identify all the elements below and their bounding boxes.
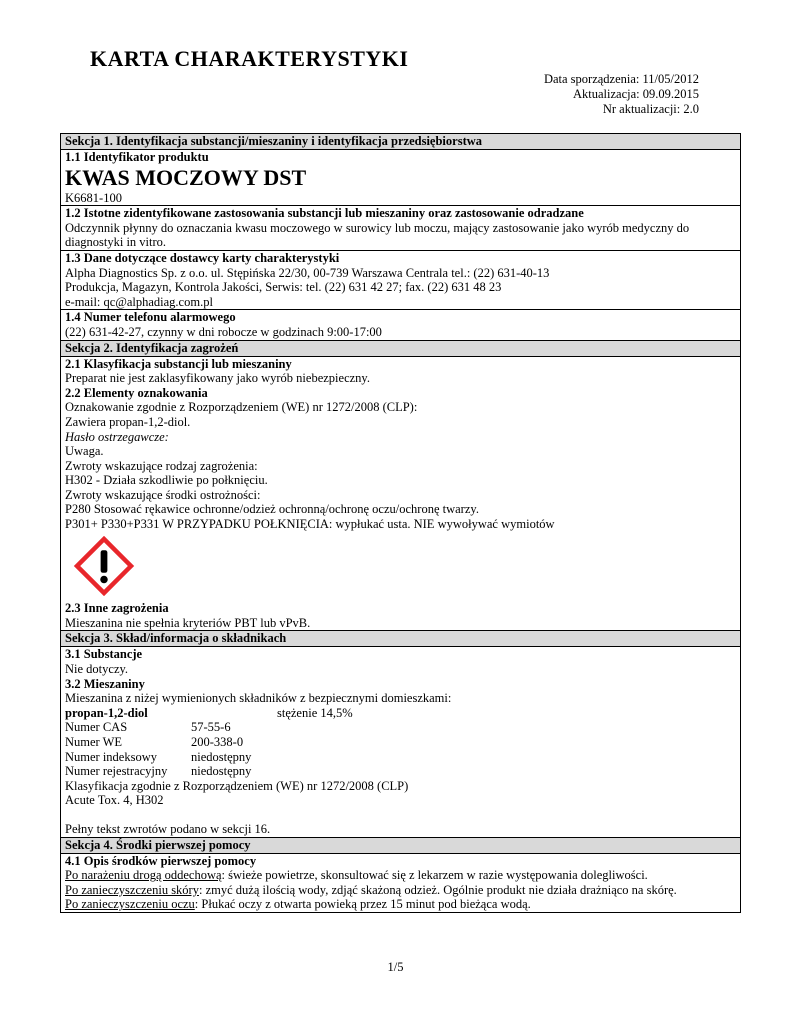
property-key: Numer WE [65,735,123,749]
first-aid-skin-text: : zmyć dużą ilością wody, zdjąć skażoną odzież. Ogólnie produkt nie działa drażniąco na skórę. [198,882,677,897]
section-4-header: Sekcja 4. Środki pierwszej pomocy [61,838,740,854]
first-aid-skin-label: Po zanieczyszczeniu skóry [65,882,199,897]
product-name: KWAS MOCZOWY DST [65,164,307,190]
product-code: K6681-100 [65,190,122,205]
subsection-1-1 [61,150,740,206]
precaution-p301: P301+ P330+P331 W PRZYPADKU POŁKNIĘCIA: wypłukać usta. NIE wywoływać wymiotów [65,517,555,532]
first-aid-skin [65,883,736,898]
supplier-production: Produkcja, Magazyn, Kontrola Jakości, Serwis: tel. (22) 631 42 27; fax. (22) 631 48 23 [65,280,502,295]
section-1-header: Sekcja 1. Identyfikacja substancji/mieszaniny i identyfikacja przedsiębiorstwa [61,134,740,150]
subsection-3-1-title: 3.1 Substancje [65,647,143,662]
property-value: niedostępny [191,764,252,779]
subsection-1-1-title: 1.1 Identyfikator produktu [65,150,209,164]
section-4-body [61,854,740,912]
component-property-row [65,764,736,779]
subsection-1-2-text: Odczynnik płynny do oznaczania kwasu moczowego w surowicy lub moczu, mający zastosowanie jako wyrób medyczny do diagnostyki in vitro. [65,220,690,250]
subsection-1-2-title: 1.2 Istotne zidentyfikowane zastosowania substancji lub mieszaniny oraz zastosowanie odradzane [65,206,584,221]
section-2-body [61,357,740,632]
first-aid-inhalation [65,868,736,883]
subsection-2-3-text: Mieszanina nie spełnia kryteriów PBT lub vPvB. [65,615,311,630]
component-property-row [65,720,736,735]
precaution-statements-label: Zwroty wskazujące środki ostrożności: [65,487,261,502]
component-name: propan-1,2-diol [65,705,148,720]
prepared-date: Data sporządzenia: 11/05/2012 [543,72,699,86]
subsection-3-2-text: Mieszanina z niżej wymienionych składników z bezpiecznymi domieszkami: [65,691,452,706]
label-line-2: Zawiera propan-1,2-diol. [65,414,191,429]
subsection-2-1-title: 2.1 Klasyfikacja substancji lub mieszaniny [65,356,292,371]
precaution-p280: P280 Stosować rękawice ochronne/odzież ochronną/ochronę oczu/ochronę twarzy. [65,502,479,517]
revision-number: Nr aktualizacji: 2.0 [602,102,699,116]
classification-value: Acute Tox. 4, H302 [65,793,164,808]
subsection-1-3 [61,251,740,310]
subsection-2-3-title: 2.3 Inne zagrożenia [65,601,169,616]
subsection-1-4 [61,310,740,340]
document-title: KARTA CHARAKTERYSTYKI [90,46,409,71]
section-2-header: Sekcja 2. Identyfikacja zagrożeń [61,341,740,357]
subsection-2-2-title: 2.2 Elementy oznakowania [65,385,208,400]
subsection-1-2 [61,206,740,251]
signal-word-label: Hasło ostrzegawcze: [65,429,169,444]
subsection-1-4-title: 1.4 Numer telefonu alarmowego [65,310,236,325]
label-line-1: Oznakowanie zgodnie z Rozporządzeniem (WE) nr 1272/2008 (CLP): [65,400,418,415]
ghs-exclamation-pictogram-icon [65,536,143,596]
component-property-row [65,750,736,765]
subsection-1-3-title: 1.3 Dane dotyczące dostawcy karty charakterystyki [65,250,340,265]
first-aid-eyes [65,897,736,912]
subsection-2-1-text: Preparat nie jest zaklasyfikowany jako wyrób niebezpieczny. [65,371,370,386]
hazard-statements-label: Zwroty wskazujące rodzaj zagrożenia: [65,458,258,473]
property-value: 200-338-0 [191,735,244,749]
property-key: Numer indeksowy [65,749,157,764]
property-value: niedostępny [191,749,252,764]
component-concentration: stężenie 14,5% [277,705,353,720]
classification-text: Klasyfikacja zgodnie z Rozporządzeniem (WE) nr 1272/2008 (CLP) [65,778,409,793]
subsection-4-1-title: 4.1 Opis środków pierwszej pomocy [65,853,257,868]
component-row [65,706,736,721]
emergency-phone: (22) 631-42-27, czynny w dni robocze w godzinach 9:00-17:00 [65,324,382,339]
subsection-3-2-title: 3.2 Mieszaniny [65,676,145,691]
property-value: 57-55-6 [191,720,231,735]
section-3-note: Pełny tekst zwrotów podano w sekcji 16. [65,821,271,836]
first-aid-inhalation-text: : świeże powietrze, skonsultować się z lekarzem w razie występowania dolegliwości. [221,868,648,883]
sds-content-box [60,133,741,913]
property-key: Numer rejestracyjny [65,764,168,779]
first-aid-inhalation-label: Po narażeniu drogą oddechową [65,868,222,883]
document-meta [544,72,699,117]
supplier-email: e-mail: qc@alphadiag.com.pl [65,294,213,309]
signal-word: Uwaga. [65,444,104,459]
updated-date: Aktualizacja: 09.09.2015 [572,87,699,101]
page-number: 1/5 [387,960,404,974]
component-property-row [65,735,736,750]
property-key: Numer CAS [65,720,128,735]
hazard-statement-h302: H302 - Działa szkodliwie po połknięciu. [65,473,268,488]
section-3-body [61,647,740,837]
section-3-header: Sekcja 3. Skład/informacja o składnikach [61,631,740,647]
supplier-address: Alpha Diagnostics Sp. z o.o. ul. Stępińska 22/30, 00-739 Warszawa Centrala tel.: (22) 631-40-13 [65,265,550,280]
first-aid-eyes-text: : Płukać oczy z otwarta powieką przez 15 minut pod bieżąca wodą. [194,897,531,912]
subsection-3-1-text: Nie dotyczy. [65,662,129,677]
first-aid-eyes-label: Po zanieczyszczeniu oczu [65,897,195,912]
